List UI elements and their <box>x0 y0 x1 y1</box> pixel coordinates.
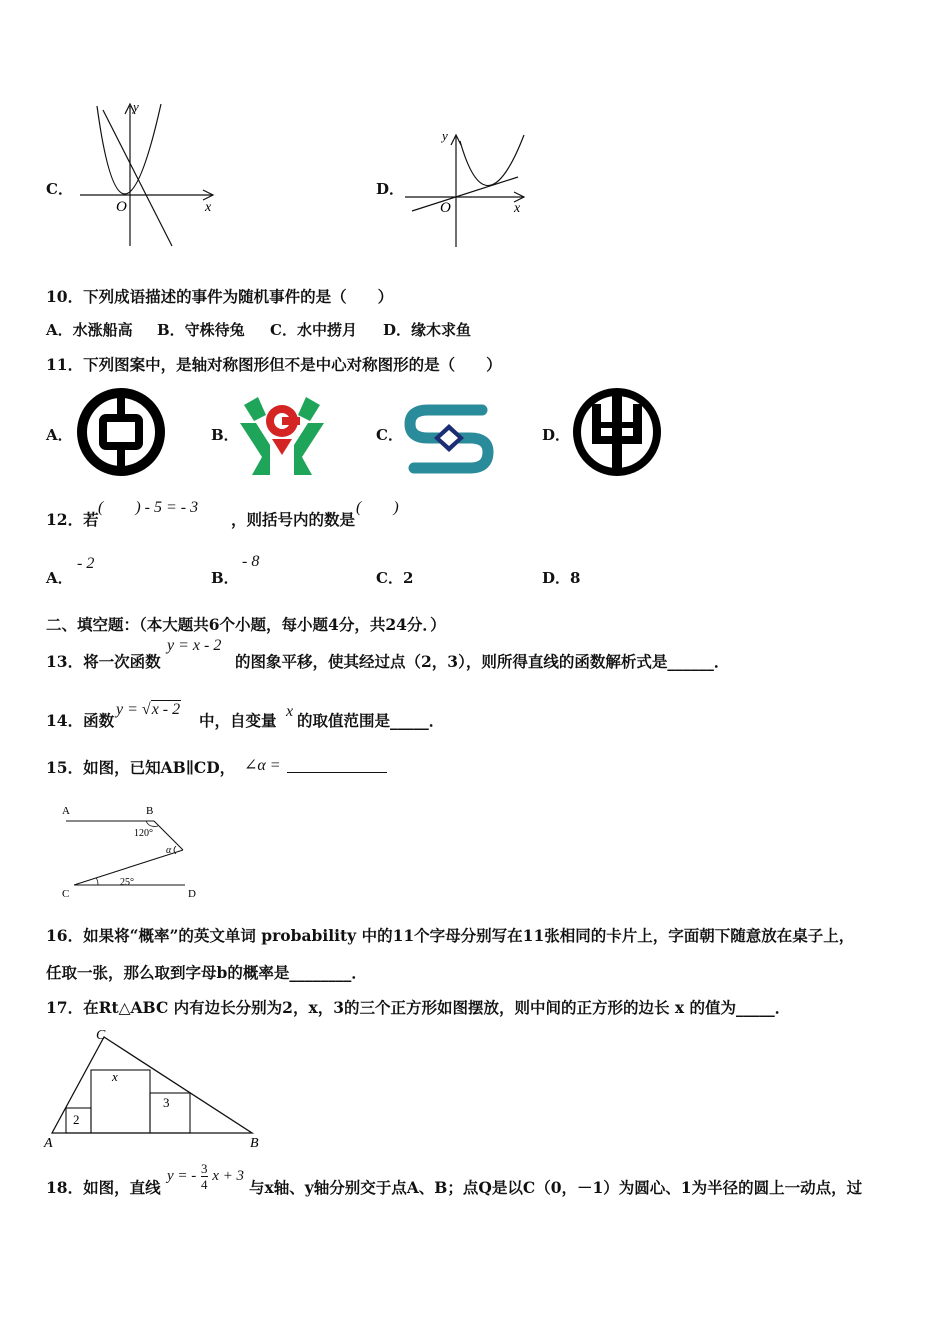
graph-d-origin: O <box>440 200 451 216</box>
q16-line-1: 16．如果将“概率”的英文单词 probability 中的11个字母分别写在11张相同的卡片上，字面朝下随意放在桌子上， <box>46 926 855 945</box>
q10-option-b: B．守株待兔 <box>157 321 245 339</box>
graph-d <box>400 125 530 250</box>
q12-value-b: - 8 <box>242 553 260 570</box>
graph-c-origin: O <box>116 199 127 215</box>
q13-formula: y = x - 2 <box>167 637 222 654</box>
q18-numerator: 3 <box>201 1161 208 1176</box>
q12-value-a: - 2 <box>77 555 95 572</box>
option-d-label: D． <box>376 180 405 198</box>
q15-label-a: A <box>62 805 70 817</box>
q15-label-c: C <box>62 888 70 900</box>
q17-figure <box>42 1025 267 1150</box>
q17-square-2: 2 <box>73 1112 80 1127</box>
q10-stem: 10．下列成语描述的事件为随机事件的是（ ） <box>46 287 394 306</box>
q15-label-b: B <box>146 805 154 817</box>
graph-c <box>75 98 220 248</box>
q18-prefix: 18．如图，直线 <box>46 1178 161 1197</box>
q17-stem: 17．在Rt△ABC 内有边长分别为2，x，3的三个正方形如图摆放，则中间的正方形的边长 x 的值为_____． <box>46 998 791 1017</box>
logo-industrial-bank <box>570 386 664 478</box>
logo-agricultural-bank <box>238 393 326 477</box>
logo-shanghai-bank <box>404 398 494 478</box>
graph-d-y-label: y <box>442 128 448 143</box>
q11-label-d: D． <box>542 426 571 444</box>
q15-figure <box>58 801 208 901</box>
q11-label-a: A． <box>46 426 73 444</box>
q12-value-d: 8 <box>570 569 581 587</box>
option-c-label: C． <box>46 180 73 198</box>
q11-label-b: B． <box>211 426 239 444</box>
q15-angle-25: 25° <box>120 877 134 888</box>
q14-formula: y = √x - 2 <box>116 701 181 718</box>
q16-line-2: 任取一张，那么取到字母b的概率是________． <box>46 963 367 982</box>
q12-prefix: 12．若 <box>46 510 99 529</box>
q13-prefix: 13．将一次函数 <box>46 652 161 671</box>
graph-c-x-label: x <box>205 200 212 215</box>
q15-alpha: α <box>166 845 172 856</box>
q12-suffix: ，则括号内的数是 <box>231 510 356 529</box>
q12-equation: ( ) - 5 = - 3 <box>98 499 199 516</box>
q10-option-c: C．水中捞月 <box>270 321 357 339</box>
q17-square-x: x <box>112 1069 118 1084</box>
graph-c-y-label: y <box>133 99 139 114</box>
q18-denominator: 4 <box>201 1177 208 1192</box>
q15-prefix: 15．如图，已知AB∥CD， <box>46 758 236 777</box>
q14-prefix: 14．函数 <box>46 711 115 730</box>
q12-label-d: D．8 <box>542 569 581 587</box>
section-2-title: 二、填空题：（本大题共6个小题，每小题4分，共24分．） <box>46 615 446 634</box>
q12-value-c: 2 <box>402 569 414 587</box>
q14-var: x <box>286 703 294 720</box>
q10-option-d: D．缘木求鱼 <box>383 321 472 339</box>
q12-paren: ( ) <box>356 499 399 516</box>
q17-label-a: A <box>44 1136 53 1151</box>
q10-option-a: A．水涨船高 <box>46 321 133 339</box>
q17-label-c: C <box>96 1028 106 1043</box>
q17-square-3: 3 <box>163 1095 170 1110</box>
q14-suffix: 的取值范围是_____． <box>297 711 445 730</box>
q15-angle: ∠α = <box>244 757 281 774</box>
q18-formula: y = - $\frac{3}{4}$ x + 3 <box>167 1161 245 1192</box>
q12-label-b: B． <box>211 569 239 587</box>
q13-suffix: 的图象平移，使其经过点（2，3），则所得直线的函数解析式是______． <box>235 652 730 671</box>
q14-radicand: x - 2 <box>151 701 181 718</box>
q11-label-c: C． <box>376 426 403 444</box>
q12-label-c: C．2 <box>376 569 414 587</box>
graph-d-x-label: x <box>514 201 521 216</box>
q17-label-b: B <box>250 1136 259 1151</box>
q18-suffix: 与x轴、y轴分别交于点A、B；点Q是以C（0，－1）为圆心、1为半径的圆上一动点，过 <box>249 1178 863 1197</box>
logo-bank-of-china <box>75 386 167 478</box>
q15-label-d: D <box>188 888 196 900</box>
q12-label-a: A． <box>46 569 73 587</box>
q15-answer-blank <box>287 758 387 773</box>
q11-stem: 11．下列图案中，是轴对称图形但不是中心对称图形的是（ ） <box>46 355 502 374</box>
q14-middle: 中，自变量 <box>199 711 277 730</box>
q15-angle-120: 120° <box>134 828 153 839</box>
